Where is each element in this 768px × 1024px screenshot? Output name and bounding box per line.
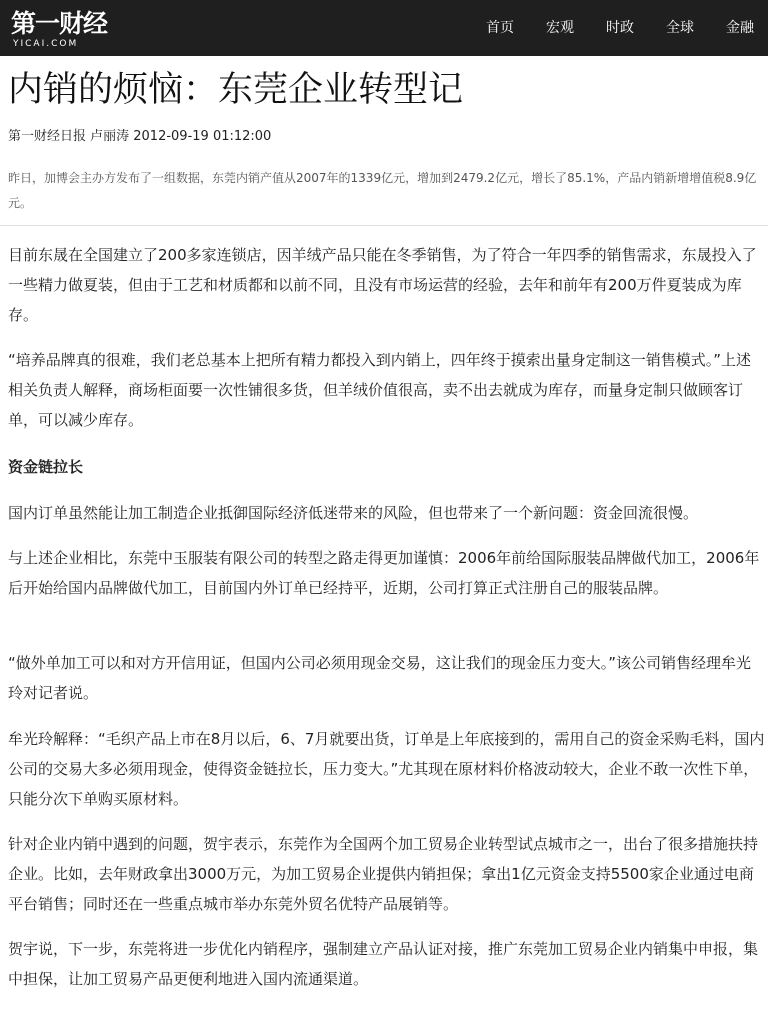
article-paragraph: 贺宇说，下一步，东莞将进一步优化内销程序，强制建立产品认证对接，推广东莞加工贸易企业内销集中申报，集中担保，让加工贸易产品更便利地进入国内流通渠道。 <box>8 940 759 988</box>
article-paragraph: 牟光玲解释：“毛织产品上市在8月以后，6、7月就要出货，订单是上年底接到的，需用自己的资金采购毛料，国内公司的交易大多必须用现金，使得资金链拉长，压力变大。”尤其现在原材料价格波动较大，企业不敢一次性下单，只能分次下单购买原材料。 <box>8 730 765 808</box>
article-paragraph: “培养品牌真的很难，我们老总基本上把所有精力都投入到内销上，四年终于摸索出量身定制这一销售模式。”上述相关负责人解释，商场柜面要一次性铺很多货，但羊绒价值很高，卖不出去就成为库存，而量身定制只做顾客订单，可以减少库存。 <box>8 351 752 429</box>
article-summary: 昨日，加博会主办方发布了一组数据，东莞内销产值从2007年的1339亿元，增加到2479.2亿元，增长了85.1%，产品内销新增增值税8.9亿元。 <box>8 171 757 210</box>
nav-item-home[interactable]: 首页 <box>486 20 514 36</box>
article-paragraph: 针对企业内销中遇到的问题，贺宇表示，东莞作为全国两个加工贸易企业转型试点城市之一，出台了很多措施扶持企业。比如，去年财政拿出3000万元，为加工贸易企业提供内销担保；拿出1亿元资金支持5500家企业通过电商平台销售；同时还在一些重点城市举办东莞外贸名优特产品展销等。 <box>8 835 759 913</box>
article-paragraph: 目前东晟在全国建立了200多家连锁店，因羊绒产品只能在冬季销售，为了符合一年四季的销售需求，东晟投入了一些精力做夏装，但由于工艺和材质都和以前不同，且没有市场运营的经验，去年和前年有200万件夏装成为库存。 <box>8 246 757 324</box>
article-paragraph: 国内订单虽然能让加工制造企业抵御国际经济低迷带来的风险，但也带来了一个新问题：资金回流很慢。 <box>8 504 699 522</box>
logo-domain: YICAI.COM <box>13 39 79 49</box>
section-subheading: 资金链拉长 <box>8 458 84 476</box>
nav-item-politics[interactable]: 时政 <box>606 20 634 36</box>
nav-item-finance[interactable]: 金融 <box>726 20 754 36</box>
logo-wordmark: 第一财经 <box>11 9 108 38</box>
nav-item-macro[interactable]: 宏观 <box>546 20 574 36</box>
yicai-logo[interactable] <box>11 9 111 49</box>
top-navbar <box>0 0 768 56</box>
summary-divider <box>0 225 768 226</box>
article-paragraph: “做外单加工可以和对方开信用证，但国内公司必须用现金交易，这让我们的现金压力变大。”该公司销售经理牟光玲对记者说。 <box>8 654 752 702</box>
nav-item-global[interactable]: 全球 <box>666 20 694 36</box>
article-title: 内销的烦恼：东莞企业转型记 <box>8 70 464 110</box>
article-paragraph: 与上述企业相比，东莞中玉服装有限公司的转型之路走得更加谨慎：2006年前给国际服装品牌做代加工，2006年后开始给国内品牌做代加工，目前国内外订单已经持平，近期，公司打算正式注册自己的服装品牌。 <box>8 549 760 597</box>
article-meta: 第一财经日报 卢丽涛 2012-09-19 01:12:00 <box>8 129 272 144</box>
